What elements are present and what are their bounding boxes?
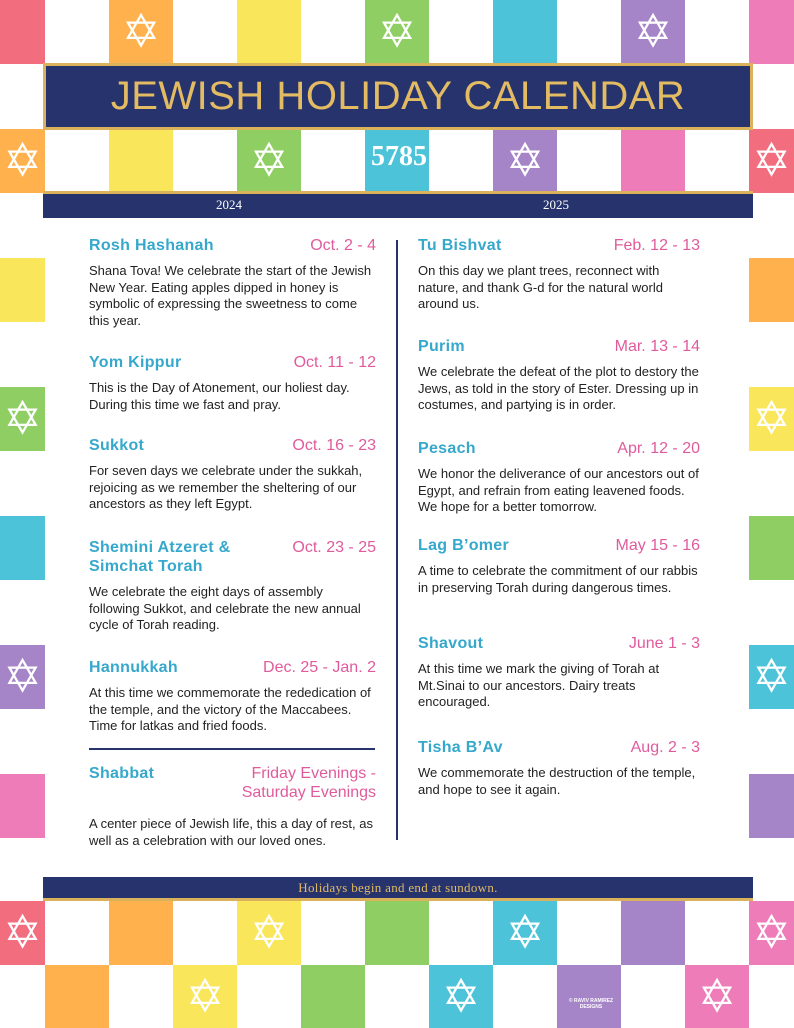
holiday-header xyxy=(418,439,700,458)
color-tile xyxy=(749,516,794,580)
holiday-description: A center piece of Jewish life, this a day of rest, as well as a celebration with our loved ones. xyxy=(89,816,373,848)
color-tile xyxy=(173,965,237,1028)
holiday-date: Apr. 12 - 20 xyxy=(617,440,700,457)
holiday-date: May 15 - 16 xyxy=(615,537,700,554)
color-tile xyxy=(301,0,365,64)
footer-bar xyxy=(43,877,753,901)
color-tile xyxy=(365,901,429,965)
color-tile xyxy=(237,0,301,64)
color-tile xyxy=(749,258,794,322)
holiday-header xyxy=(418,337,700,356)
holiday-entry xyxy=(418,439,700,516)
holiday-date: Oct. 23 - 25 xyxy=(292,539,376,556)
holiday-description: Shana Tova! We celebrate the start of the Jewish New Year. Eating apples dipped in honey is symbolic of expressing the sweetness to come this year. xyxy=(89,263,372,328)
holiday-description: We honor the deliverance of our ancestors out of Egypt, and refrain from eating leavened foods. We hope for a better tomorrow. xyxy=(418,466,699,514)
holiday-name: Lag B’omer xyxy=(418,537,510,554)
holiday-name: Tu Bishvat xyxy=(418,237,502,254)
holiday-entry xyxy=(89,353,376,413)
column-divider xyxy=(396,240,398,840)
holiday-description: A time to celebrate the commitment of our rabbis in preserving Torah during dangerous times. xyxy=(418,563,698,595)
holiday-date: Oct. 2 - 4 xyxy=(310,237,376,254)
star-of-david-icon: ✡ xyxy=(377,4,417,59)
holiday-name: Hannukkah xyxy=(89,659,178,676)
star-of-david-icon: ✡ xyxy=(505,905,545,960)
hebrew-year: 5785 xyxy=(371,141,427,172)
star-of-david-icon: ✡ xyxy=(3,133,42,188)
holiday-entry xyxy=(89,764,376,849)
holiday-date: Aug. 2 - 3 xyxy=(630,739,700,756)
color-tile xyxy=(0,516,45,580)
star-of-david-icon: ✡ xyxy=(633,4,673,59)
color-tile xyxy=(493,0,557,64)
color-tile xyxy=(621,901,685,965)
holiday-entry xyxy=(418,634,700,711)
star-of-david-icon: ✡ xyxy=(752,133,791,188)
holiday-name: Yom Kippur xyxy=(89,354,182,371)
holiday-name: Shemini Atzeret & Simchat Torah xyxy=(89,539,231,575)
color-tile xyxy=(237,129,301,193)
holiday-description: We commemorate the destruction of the temple, and hope to see it again. xyxy=(418,765,696,797)
color-tile xyxy=(173,0,237,64)
color-tile xyxy=(0,645,45,709)
star-of-david-icon: ✡ xyxy=(3,905,42,960)
holiday-entry xyxy=(89,538,376,634)
color-tile xyxy=(0,774,45,838)
color-tile xyxy=(749,129,794,193)
color-tile xyxy=(301,965,365,1028)
sundown-note: Holidays begin and end at sundown. xyxy=(298,879,498,895)
color-tile xyxy=(493,901,557,965)
color-tile xyxy=(685,0,749,64)
star-of-david-icon: ✡ xyxy=(697,969,737,1024)
holiday-header xyxy=(89,538,376,576)
holiday-name: Tisha B’Av xyxy=(418,739,503,756)
holiday-header xyxy=(89,658,376,677)
holiday-date: Dec. 25 - Jan. 2 xyxy=(263,659,376,676)
holiday-header xyxy=(418,236,700,255)
page-title: JEWISH HOLIDAY CALENDAR xyxy=(110,74,686,118)
holiday-date: Mar. 13 - 14 xyxy=(614,338,700,355)
year-bar xyxy=(43,191,753,218)
star-of-david-icon: ✡ xyxy=(3,391,42,446)
color-tile xyxy=(749,387,794,451)
color-tile xyxy=(621,129,685,193)
star-of-david-icon: ✡ xyxy=(505,133,545,188)
star-of-david-icon: ✡ xyxy=(121,4,161,59)
holiday-entry xyxy=(418,236,700,313)
color-tile xyxy=(749,645,794,709)
holiday-description: This is the Day of Atonement, our holiest day. During this time we fast and pray. xyxy=(89,380,350,412)
holiday-header xyxy=(89,236,376,255)
holiday-header xyxy=(418,738,700,757)
color-tile xyxy=(0,258,45,322)
color-tile xyxy=(237,901,301,965)
star-of-david-icon: ✡ xyxy=(752,649,791,704)
holiday-date: Oct. 16 - 23 xyxy=(292,437,376,454)
holiday-entry xyxy=(418,337,700,414)
holiday-name: Pesach xyxy=(418,440,476,457)
color-tile xyxy=(0,901,45,965)
year-label-right: 2025 xyxy=(543,197,569,212)
color-tile xyxy=(429,0,493,64)
color-tile xyxy=(429,965,493,1028)
color-tile xyxy=(0,0,45,64)
holiday-description: We celebrate the eight days of assembly following Sukkot, and celebrate the new annual cycle of Torah reading. xyxy=(89,584,361,632)
holiday-description: At this time we mark the giving of Torah at Mt.Sinai to our ancestors. Dairy treats encouraged. xyxy=(418,661,660,709)
color-tile xyxy=(0,387,45,451)
holiday-description: At this time we commemorate the rededication of the temple, and the victory of the Maccabees. Time for latkas and fried foods. xyxy=(89,685,371,733)
holiday-entry xyxy=(89,436,376,513)
holiday-header xyxy=(89,436,376,455)
holiday-entry xyxy=(89,236,376,329)
color-tile xyxy=(621,0,685,64)
designer-credit: © RAVIV RAMIREZ DESIGNS xyxy=(568,998,614,1010)
color-tile xyxy=(109,901,173,965)
title-banner xyxy=(43,63,753,130)
holiday-name: Sukkot xyxy=(89,437,145,454)
star-of-david-icon: ✡ xyxy=(249,133,289,188)
star-of-david-icon: ✡ xyxy=(752,391,791,446)
shabbat-divider xyxy=(89,748,375,750)
holiday-entry xyxy=(418,738,700,798)
color-tile xyxy=(365,0,429,64)
star-of-david-icon: ✡ xyxy=(752,905,791,960)
holiday-name: Purim xyxy=(418,338,465,355)
color-tile xyxy=(45,0,109,64)
star-of-david-icon: ✡ xyxy=(249,905,289,960)
color-tile xyxy=(557,0,621,64)
holiday-entry xyxy=(418,536,700,596)
holiday-description: For seven days we celebrate under the sukkah, rejoicing as we remember the sheltering of our ancestors as they left Egypt. xyxy=(89,463,363,511)
holiday-description: On this day we plant trees, reconnect with nature, and thank G-d for the natural world around us. xyxy=(418,263,663,311)
color-tile xyxy=(749,0,794,64)
star-of-david-icon: ✡ xyxy=(3,649,42,704)
holiday-header xyxy=(89,353,376,372)
holiday-entry xyxy=(89,658,376,735)
holiday-header xyxy=(418,634,700,653)
color-tile xyxy=(45,965,109,1028)
star-of-david-icon: ✡ xyxy=(185,969,225,1024)
holiday-name: Rosh Hashanah xyxy=(89,237,214,254)
holiday-date: June 1 - 3 xyxy=(628,635,700,652)
color-tile xyxy=(557,965,621,1028)
holiday-description: We celebrate the defeat of the plot to destory the Jews, as told in the story of Ester. Dressing up in costumes, and partying is in order. xyxy=(418,364,699,412)
star-of-david-icon: ✡ xyxy=(441,969,481,1024)
holiday-header xyxy=(89,764,376,802)
year-label-left: 2024 xyxy=(216,197,242,212)
holiday-date: Friday Evenings - Saturday Evenings xyxy=(241,765,376,801)
color-tile xyxy=(109,129,173,193)
color-tile xyxy=(749,774,794,838)
holiday-name: Shabbat xyxy=(89,765,155,782)
holiday-date: Feb. 12 - 13 xyxy=(613,237,700,254)
holiday-name: Shavout xyxy=(418,635,484,652)
color-tile xyxy=(0,129,45,193)
color-tile xyxy=(685,965,749,1028)
holiday-date: Oct. 11 - 12 xyxy=(293,354,376,371)
color-tile xyxy=(749,901,794,965)
color-tile xyxy=(109,0,173,64)
color-tile xyxy=(493,129,557,193)
holiday-header xyxy=(418,536,700,555)
